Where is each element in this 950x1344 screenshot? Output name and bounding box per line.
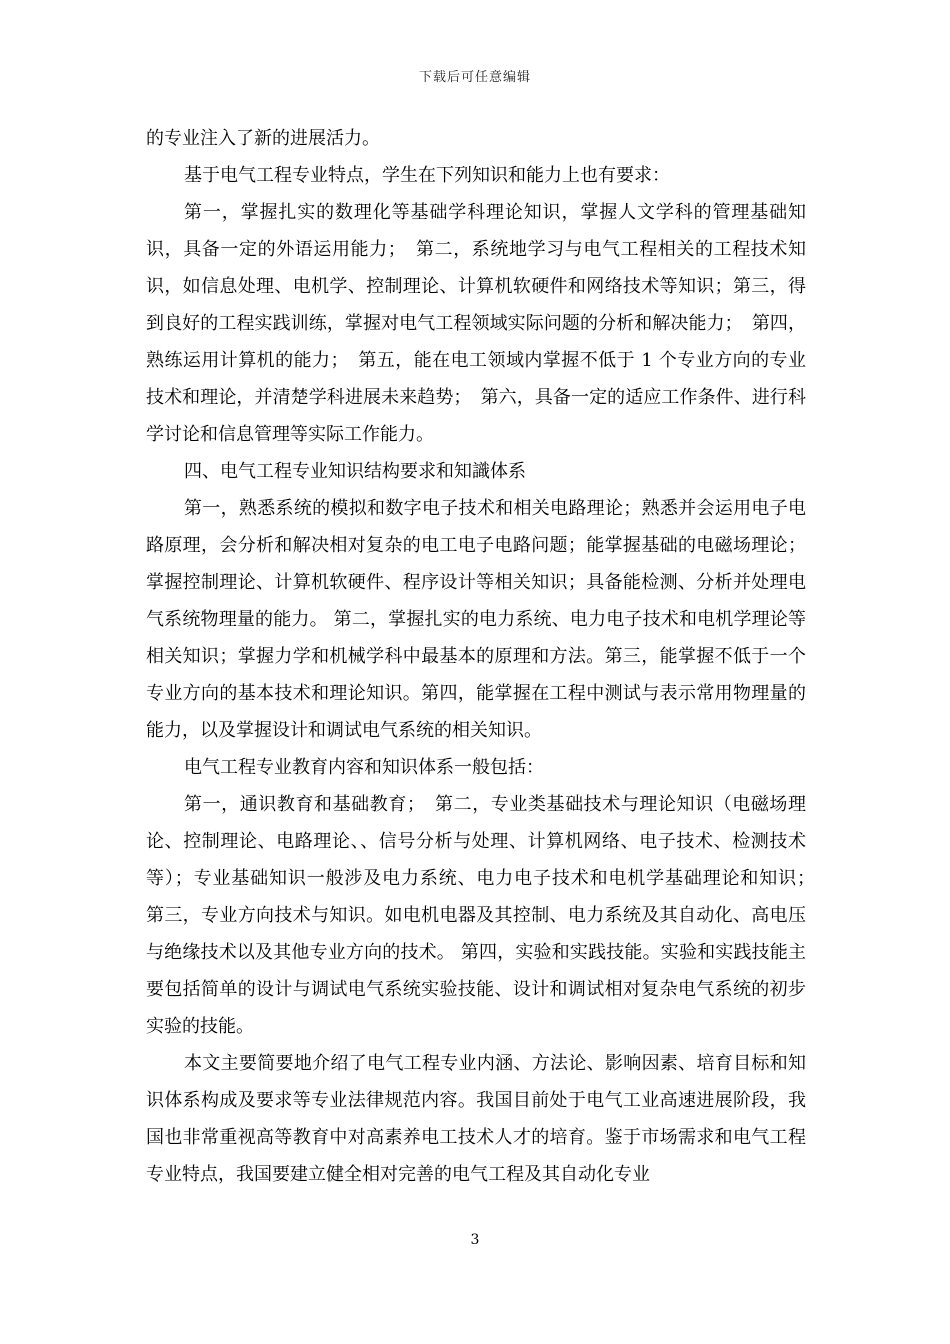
paragraph: 电气工程专业教育内容和知识体系一般包括： [184,757,544,778]
paragraph: 第一，熟悉系统的模拟和数字电子技术和相关电路理论；熟悉并会运用电子电路原理，会分析和解决相对复杂的电工电子电路问题；能掌握基础的电磁场理论；掌握控制理论、计算机软硬件、程序设计等相关知识；具备能检测、分析并处理电气系统物理量的能力。 第二，掌握扎实的电力系统、电力电子技术和电机学理论等相关知识；掌握力学和机械学科中最基本的原理和方法。第三，能掌握不低于一个专业方向的基本技术和理论知识。第四，能掌握在工程中测试与表示常用物理量的能力，以及掌握设计和调试电气系统的相关知识。 [146,498,806,741]
paragraph: 第一，掌握扎实的数理化等基础学科理论知识，掌握人文学科的管理基础知识，具备一定的外语运用能力； 第二，系统地学习与电气工程相关的工程技术知识，如信息处理、电机学、控制理论、计算机软硬件和网络技术等知识；第三，得到良好的工程实践训练，掌握对电气工程领域实际问题的分析和解决能力； 第四，熟练运用计算机的能力； 第五，能在电工领域内掌握不低于 1 个专业方向的专业技术和理论，并清楚学科进展未来趋势； 第六，具备一定的适应工作条件、进行科学讨论和信息管理等实际工作能力。 [146,202,806,445]
section-heading: 四、电气工程专业知识结构要求和知識体系 [184,461,526,482]
page-header: 下载后可任意编辑 [418,70,531,85]
paragraph: 基于电气工程专业特点，学生在下列知识和能力上也有要求： [184,165,670,186]
paragraph: 本文主要简要地介绍了电气工程专业内涵、方法论、影响因素、培育目标和知识体系构成及要求等专业法律规范内容。我国目前处于电气工业高速进展阶段，我国也非常重视高等教育中对高素养电工技术人才的培育。鉴于市场需求和电气工程专业特点，我国要建立健全相对完善的电气工程及其自动化专业 [146,1053,806,1185]
page-number: 3 [470,1232,480,1248]
paragraph: 第一，通识教育和基础教育； 第二，专业类基础技术与理论知识（电磁场理论、控制理论、电路理论、、信号分析与处理、计算机网络、电子技术、检测技术等）；专业基础知识一般涉及电力系统、电力电子技术和电机学基础理论和知识； 第三，专业方向技术与知识。如电机电器及其控制、电力系统及其自动化、高电压与绝缘技术以及其他专业方向的技术。 第四，实验和实践技能。实验和实践技能主要包括简单的设计与调试电气系统实验技能、设计和调试相对复杂电气系统的初步实验的技能。 [146,794,824,1037]
body-text [146,120,824,1193]
paragraph: 的专业注入了新的进展活力。 [146,128,380,149]
